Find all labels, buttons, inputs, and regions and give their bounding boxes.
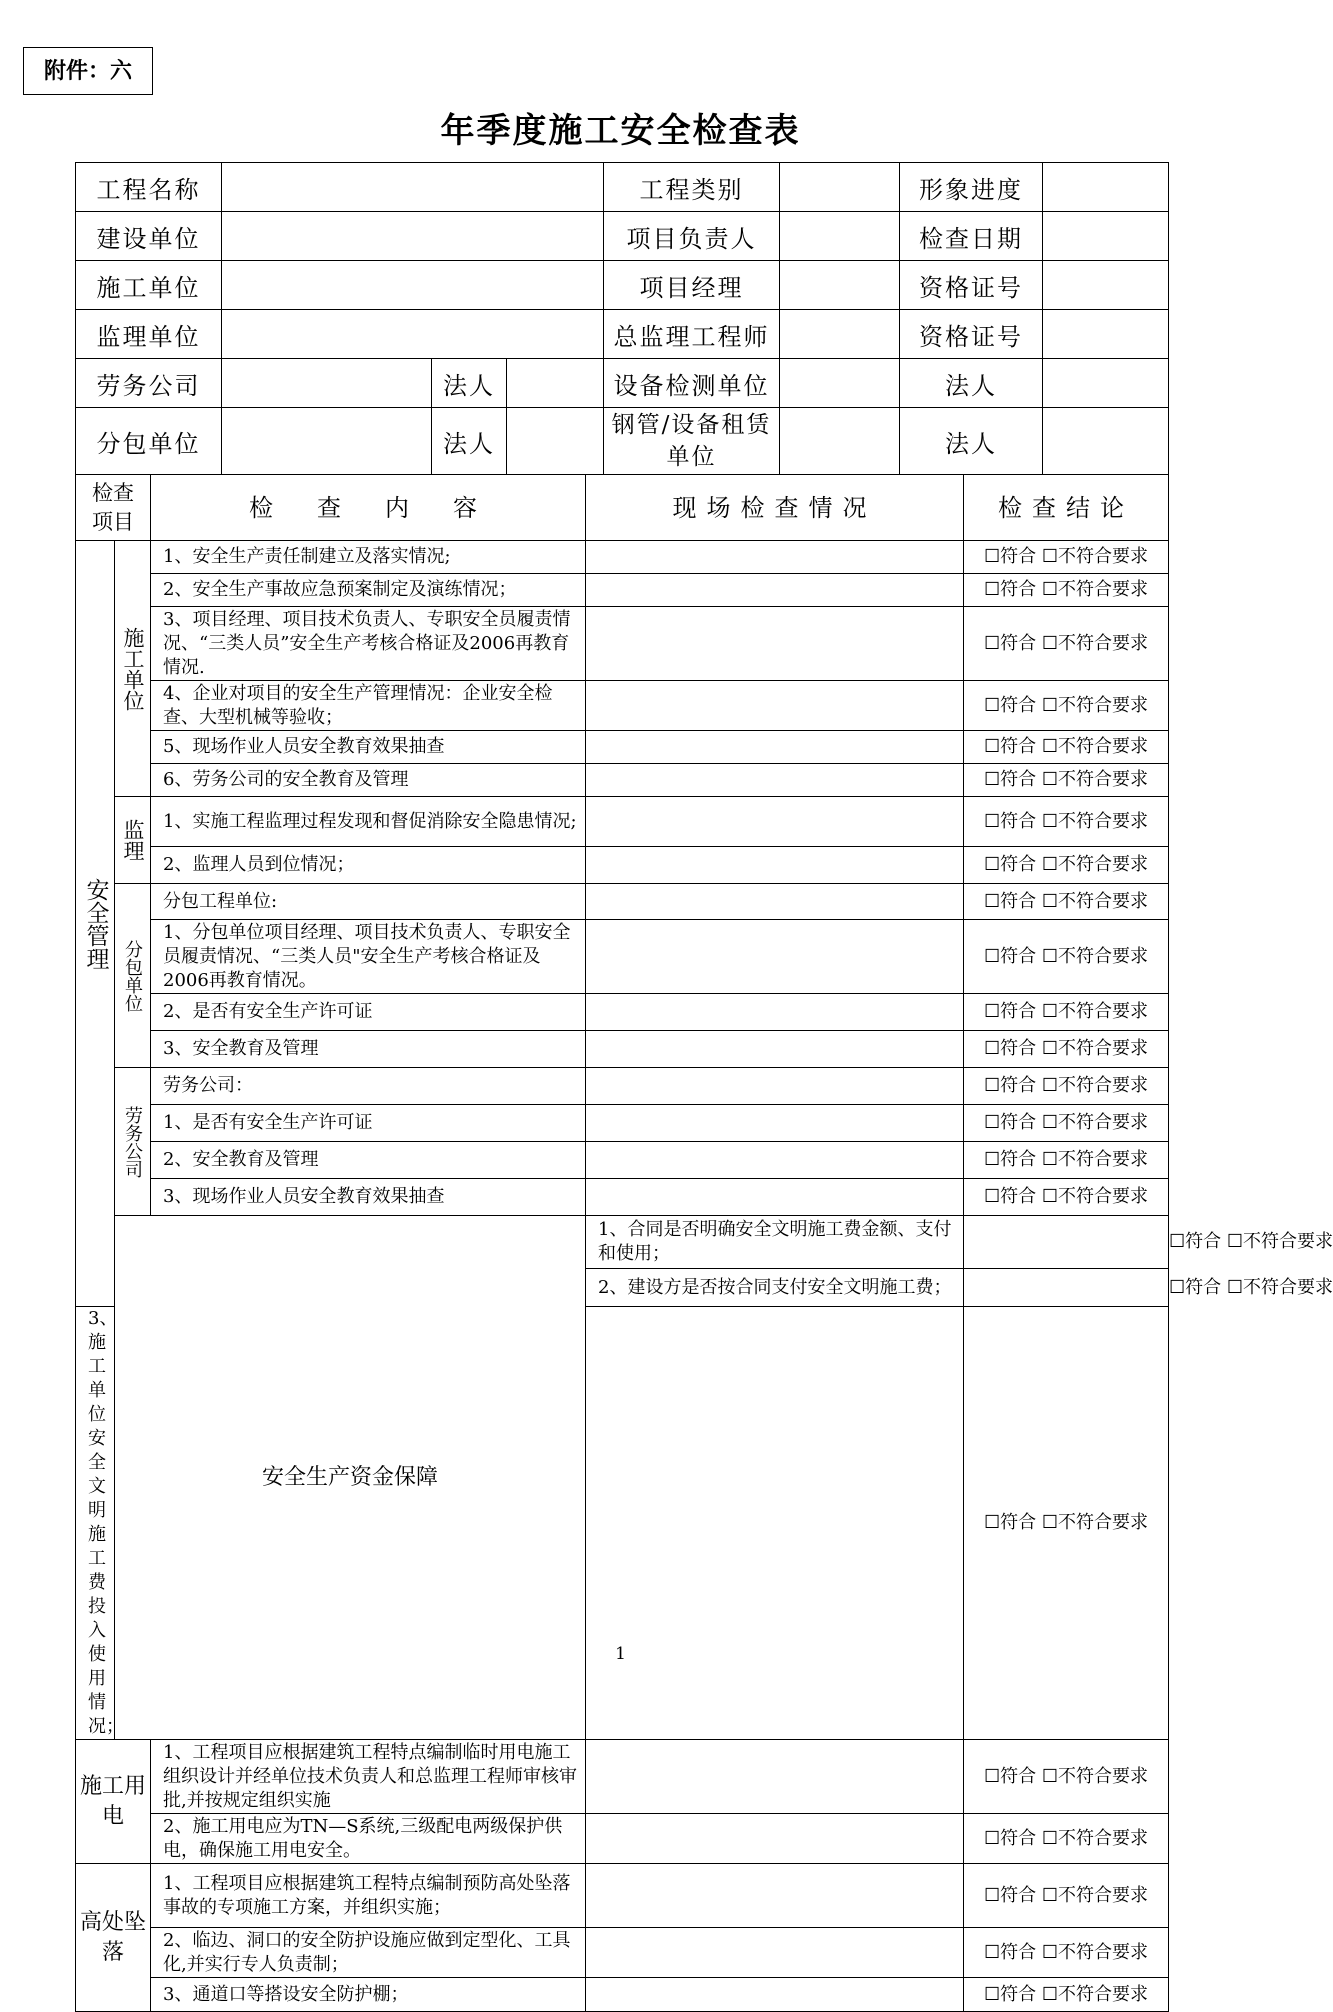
site-cell[interactable] [586,920,964,994]
owner-unit-label: 建设单位 [76,212,222,261]
site-cell[interactable] [586,1814,964,1864]
list-item: 劳务公司： [151,1068,586,1105]
list-item: 3、安全教育及管理 [151,1031,586,1068]
list-item: 3、施工单位安全文明施工费投入使用情况； [76,1307,115,1740]
subcategory-subcontract: 分包单位 [115,884,151,1068]
result-checkbox[interactable]: ☐符合 ☐不符合要求 [964,1142,1169,1179]
progress-value[interactable] [1043,163,1169,212]
cert-no-value[interactable] [1043,261,1169,310]
result-checkbox[interactable]: ☐符合 ☐不符合要求 [964,1978,1169,2012]
site-cell[interactable] [586,1142,964,1179]
site-cell[interactable] [586,847,964,884]
list-item: 1、是否有安全生产许可证 [151,1105,586,1142]
site-cell[interactable] [586,1307,964,1740]
site-cell[interactable] [964,1269,1169,1307]
result-checkbox[interactable]: ☐符合 ☐不符合要求 [964,1928,1169,1978]
supervision-unit-label: 监理单位 [76,310,222,359]
supervision-unit-value[interactable] [222,310,604,359]
project-manager-value[interactable] [780,261,900,310]
result-checkbox[interactable]: ☐符合 ☐不符合要求 [964,1068,1169,1105]
result-checkbox[interactable]: ☐符合 ☐不符合要求 [964,1179,1169,1216]
result-checkbox[interactable]: ☐符合 ☐不符合要求 [964,797,1169,847]
list-item: 4、企业对项目的安全生产管理情况：企业安全检查、大型机械等验收； [151,681,586,731]
construction-unit-label: 施工单位 [76,261,222,310]
result-checkbox[interactable]: ☐符合 ☐不符合要求 [964,731,1169,764]
header-item: 检查项目 [76,475,151,541]
result-checkbox[interactable]: ☐符合 ☐不符合要求 [964,994,1169,1031]
list-item: 1、分包单位项目经理、项目技术负责人、专职安全员履责情况、“三类人员"安全生产考核合格证及2006再教育情况。 [151,920,586,994]
subcategory-labor: 劳务公司 [115,1068,151,1216]
result-checkbox[interactable]: ☐符合 ☐不符合要求 [964,764,1169,797]
subcategory-supervision: 监理 [115,797,151,884]
legal-person-label: 法人 [432,359,507,408]
list-item: 2、安全生产事故应急预案制定及演练情况； [151,574,586,607]
legal-person-value-3[interactable] [507,408,604,475]
list-item: 分包工程单位: [151,884,586,920]
labor-company-label: 劳务公司 [76,359,222,408]
legal-person-value-4[interactable] [1043,408,1169,475]
project-name-label: 工程名称 [76,163,222,212]
cert-no-value-2[interactable] [1043,310,1169,359]
site-cell[interactable] [586,1978,964,2012]
header-conclusion: 检查结论 [964,475,1169,541]
result-checkbox[interactable]: ☐符合 ☐不符合要求 [964,1814,1169,1864]
category-falling: 高处坠落 [76,1864,151,2012]
site-cell[interactable] [586,1740,964,1814]
project-type-label: 工程类别 [604,163,780,212]
check-table: 检查项目 检 查 内 容 现场检查情况 检查结论 安全管理 施工单位 1、安全生产责任制建立及落实情况; ☐符合 ☐不符合要求 2、安全生产事故应急预案制定及演练情况； ☐符合 ☐不符合要求 3、项目经理、项目技术负责人、专职安全员履责情况、“三类人员”安全生产考核合格证及2006再教育情况. ☐符合 ☐不符合要求 4、企业对项目的安全生产管理情况：企业安全检查、大型机械等验收； ☐符合 ☐不符合要求 5、现场作业人员安全教育效果抽查 ☐符合 ☐不符合要求 6、劳务公司的安全教育及管理 ☐符合 ☐不符合要求 监理 1、实施工程监理过程发现和督促消除安全隐患情况; ☐符合 ☐不符合要求 2、监理人员到位情况； ☐符合 ☐不符合要求 分包单位 分包工程单位: ☐符合 ☐不符合要求 1、分包单位项目经理、项目技术负责人、专职安全员履责情况、“三类人员"安全生产考核合格证及2006再教育情况。 ☐符合 ☐不符合要求 2、是否有安全生产许可证 ☐符合 ☐不符合要求 3、安全教育及管理 ☐符合 ☐不符合要求 劳务公司 劳务公司： ☐符合 ☐不符合要求 1、是否有安全生产许可证 ☐符合 ☐不符合要求 2、安全教育及管理 ☐符合 ☐不符合要求 3、现场作业人员安全教育效果抽查 ☐符合 ☐不符合要求 安全生产资金保障 1、合同是否明确安全文明施工费金额、支付和使用； ☐符合 ☐不符合要求 2、建设方是否按合同支付安全文明施工费； ☐符合 ☐不符合要求 3、施工单位安全文明施工费投入使用情况； ☐符合 ☐不符合要求 施工用电 1、工程项目应根据建筑工程特点编制临时用电施工组织设计并经单位技术负责人和总监理工程师审核审批,并按规定组织实施 ☐符合 ☐不符合要求 2、施工用电应为TN—S系统,三级配电两级保护供电，确保施工用电安全。 ☐符合 ☐不符合要求 高处坠落 1、工程项目应根据建筑工程特点编制预防高处坠落事故的专项施工方案，并组织实施； ☐符合 ☐不符合要求 2、临边、洞口的安全防护设施应做到定型化、工具化,并实行专人负责制； ☐符合 ☐不符合要求 3、通道口等搭设安全防护棚； ☐符合 ☐不符合要求 [75,474,1169,2012]
list-item: 6、劳务公司的安全教育及管理 [151,764,586,797]
legal-person-label-3: 法人 [432,408,507,475]
attachment-label: 附件：六 [23,47,153,95]
legal-person-label-4: 法人 [900,408,1043,475]
result-checkbox[interactable]: ☐符合 ☐不符合要求 [964,1031,1169,1068]
list-item: 2、监理人员到位情况； [151,847,586,884]
site-cell[interactable] [586,1179,964,1216]
construction-unit-value[interactable] [222,261,604,310]
site-cell[interactable] [586,1864,964,1928]
steel-rental-unit-value[interactable] [780,408,900,475]
category-electric: 施工用电 [76,1740,151,1864]
legal-person-value[interactable] [507,359,604,408]
chief-supervisor-value[interactable] [780,310,900,359]
site-cell[interactable] [586,764,964,797]
check-date-label: 检查日期 [900,212,1043,261]
cert-no-label-2: 资格证号 [900,310,1043,359]
site-cell[interactable] [586,1031,964,1068]
list-item: 2、施工用电应为TN—S系统,三级配电两级保护供电，确保施工用电安全。 [151,1814,586,1864]
project-type-value[interactable] [780,163,900,212]
list-item: 3、通道口等搭设安全防护棚； [151,1978,586,2012]
list-item: 2、临边、洞口的安全防护设施应做到定型化、工具化,并实行专人负责制； [151,1928,586,1978]
category-safety-mgmt: 安全管理 [76,541,115,1307]
site-cell[interactable] [964,1216,1169,1269]
result-checkbox[interactable]: ☐符合 ☐不符合要求 [964,884,1169,920]
header-content: 检 查 内 容 [151,475,586,541]
result-checkbox[interactable]: ☐符合 ☐不符合要求 [964,574,1169,607]
page-title: 年季度施工安全检查表 [440,111,801,151]
result-checkbox[interactable]: ☐符合 ☐不符合要求 [964,1864,1169,1928]
site-cell[interactable] [586,731,964,764]
site-cell[interactable] [586,1105,964,1142]
site-cell[interactable] [586,574,964,607]
site-cell[interactable] [586,541,964,574]
site-cell[interactable] [586,1928,964,1978]
result-checkbox[interactable]: ☐符合 ☐不符合要求 [964,920,1169,994]
project-manager-label: 项目经理 [604,261,780,310]
site-cell[interactable] [586,681,964,731]
list-item: 3、现场作业人员安全教育效果抽查 [151,1179,586,1216]
legal-person-value-2[interactable] [1043,359,1169,408]
list-item: 2、是否有安全生产许可证 [151,994,586,1031]
site-cell[interactable] [586,884,964,920]
subcontract-unit-label: 分包单位 [76,408,222,475]
list-item: 1、工程项目应根据建筑工程特点编制预防高处坠落事故的专项施工方案，并组织实施； [151,1864,586,1928]
result-checkbox[interactable]: ☐符合 ☐不符合要求 [964,1105,1169,1142]
list-item: 1、工程项目应根据建筑工程特点编制临时用电施工组织设计并经单位技术负责人和总监理工程师审核审批,并按规定组织实施 [151,1740,586,1814]
project-name-value[interactable] [222,163,604,212]
header-site: 现场检查情况 [586,475,964,541]
subcontract-unit-value[interactable] [222,408,432,475]
subcategory-constr-unit: 施工单位 [115,541,151,797]
site-cell[interactable] [586,1068,964,1105]
list-item: 3、项目经理、项目技术负责人、专职安全员履责情况、“三类人员”安全生产考核合格证及2006再教育情况. [151,607,586,681]
result-checkbox[interactable]: ☐符合 ☐不符合要求 [964,607,1169,681]
site-cell[interactable] [586,994,964,1031]
page-number: 1 [615,1644,626,1664]
result-checkbox[interactable]: ☐符合 ☐不符合要求 [964,1740,1169,1814]
list-item: 1、实施工程监理过程发现和督促消除安全隐患情况; [151,797,586,847]
list-item: 2、安全教育及管理 [151,1142,586,1179]
site-cell[interactable] [586,607,964,681]
check-date-value[interactable] [1043,212,1169,261]
owner-unit-value[interactable] [222,212,604,261]
result-checkbox[interactable]: ☐符合 ☐不符合要求 [964,541,1169,574]
list-item: 1、合同是否明确安全文明施工费金额、支付和使用； [586,1216,964,1269]
project-info-table [75,162,1169,475]
legal-person-label-2: 法人 [900,359,1043,408]
cert-no-label: 资格证号 [900,261,1043,310]
list-item: 1、安全生产责任制建立及落实情况; [151,541,586,574]
chief-supervisor-label: 总监理工程师 [604,310,780,359]
list-item: 5、现场作业人员安全教育效果抽查 [151,731,586,764]
result-checkbox[interactable]: ☐符合 ☐不符合要求 [964,681,1169,731]
result-checkbox[interactable]: ☐符合 ☐不符合要求 [964,847,1169,884]
project-head-value[interactable] [780,212,900,261]
site-cell[interactable] [586,797,964,847]
project-head-label: 项目负责人 [604,212,780,261]
category-fund: 安全生产资金保障 [115,1216,586,1740]
list-item: 2、建设方是否按合同支付安全文明施工费； [586,1269,964,1307]
labor-company-value[interactable] [222,359,432,408]
result-checkbox[interactable]: ☐符合 ☐不符合要求 [964,1307,1169,1740]
equipment-test-unit-value[interactable] [780,359,900,408]
progress-label: 形象进度 [900,163,1043,212]
steel-rental-unit-label: 钢管/设备租赁单位 [604,408,780,475]
equipment-test-unit-label: 设备检测单位 [604,359,780,408]
